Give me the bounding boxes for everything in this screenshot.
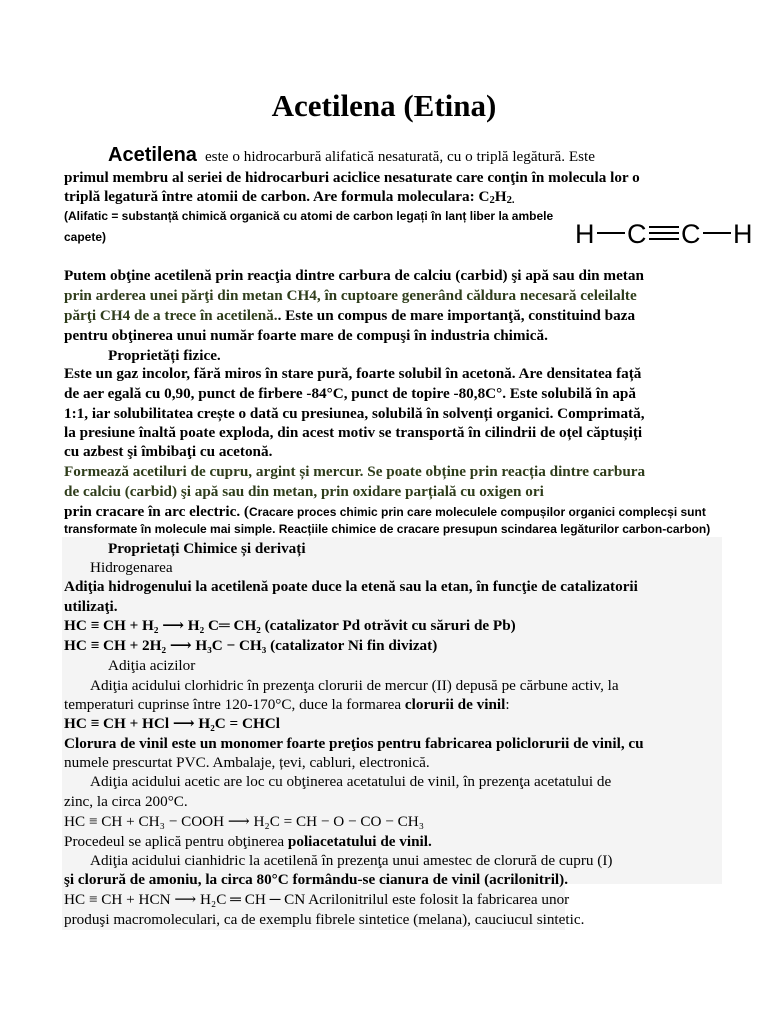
fizice-line-3: 1:1, iar solubilitatea crește o dată cu presiunea, solubilă în solvenți organici. Comprimată, bbox=[64, 405, 645, 422]
intro-line-3: triplă legatură între atomii de carbon. Are formula moleculara: $C_2H_{2.}$ bbox=[64, 188, 515, 206]
cianhidric-line-1: Adiţia acidului cianhidric la acetilenă în prezenţa unui amestec de clorură de cupru (I) bbox=[90, 852, 613, 869]
reaction-1: HC ≡ CH + H₂ ⟶ H₂ C═ CH₂ (catalizator Pd otrăvit cu săruri de Pb) bbox=[64, 617, 516, 634]
atom-c-2: C bbox=[681, 219, 701, 249]
reaction-3: HC ≡ CH + HCl ⟶ H₂C = CHCl bbox=[64, 715, 280, 732]
acizi-line-2: temperaturi cuprinse între 120-170°C, duce la formarea clorurii de vinil: bbox=[64, 696, 510, 713]
fizice-line-1: Este un gaz incolor, fără miros în stare pură, foarte solubil în acetonă. Are densitatea față bbox=[64, 365, 642, 382]
clorura-line-1: Clorura de vinil este un monomer foarte preţios pentru fabricarea policlorurii de vinil, cu bbox=[64, 735, 644, 752]
shade-gap bbox=[565, 884, 725, 934]
obtinere-line-4: pentru obţinerea unui număr foarte mare de compuşi în industria chimică. bbox=[64, 327, 548, 344]
section-heading-chimice: Proprietați Chimice și derivați bbox=[108, 540, 306, 557]
atom-h-left: H bbox=[575, 219, 595, 249]
acetic-line-1: Adiţia acidului acetic are loc cu obţinerea acetatului de vinil, în prezenţa acetatului de bbox=[90, 773, 612, 790]
section-heading-fizice: Proprietăți fizice. bbox=[108, 347, 221, 364]
fizice-line-9: transformate în molecule mai simple. Reacțiile chimice de cracare presupun scindarea legăturilor carbon-carbon) bbox=[64, 522, 711, 536]
intro-line-2: primul membru al seriei de hidrocarburi aciclice nesaturate care conţin în molecula lor o bbox=[64, 169, 640, 186]
reaction-5: HC ≡ CH + HCN ⟶ H₂C ═ CH ─ CN Acrilonitrilul este folosit la fabricarea unor bbox=[64, 891, 570, 908]
obtinere-line-3: părţi CH4 de a trece în acetilenă.. Este un compus de mare importanţă, constituind baza bbox=[64, 307, 636, 324]
intro-keyword: Acetilena bbox=[108, 144, 197, 166]
fizice-line-7: de calciu (carbid) şi apă sau din metan, prin oxidare parțială cu oxigen ori bbox=[64, 483, 544, 500]
reaction-2: HC ≡ CH + 2H₂ ⟶ H₃C − CH₃ (catalizator Ni fin divizat) bbox=[64, 637, 438, 654]
fizice-line-4: la presiune înaltă poate exploda, din acest motiv se transportă în cilindrii de oțel căptușiți bbox=[64, 424, 643, 441]
subheading-hidrogenarea: Hidrogenarea bbox=[90, 559, 173, 576]
acizi-line-1: Adiţia acidului clorhidric în prezenţa clorurii de mercur (II) depusă pe cărbune activ, la bbox=[90, 677, 619, 694]
hidrogenare-line-2: utilizaţi. bbox=[64, 598, 118, 615]
atom-h-right: H bbox=[733, 219, 753, 249]
page-title: Acetilena (Etina) bbox=[271, 88, 497, 123]
intro-line-1: Acetilena este o hidrocarbură alifatică nesaturată, cu o triplă legătură. Este bbox=[108, 144, 595, 166]
acetic-line-2: zinc, la circa 200°C. bbox=[64, 793, 188, 810]
procedeu-line: Procedeul se aplică pentru obţinerea poliacetatului de vinil. bbox=[64, 833, 432, 850]
clorura-line-2: numele prescurtat PVC. Ambalaje, țevi, cabluri, electronică. bbox=[64, 754, 430, 771]
acetylene-structure-diagram bbox=[575, 214, 755, 254]
obtinere-line-1: Putem obţine acetilenă prin reacţia dintre carbura de calciu (carbid) şi apă sau din metan bbox=[64, 267, 644, 284]
intro-note-line-1: (Alifatic = substanță chimică organică cu atomi de carbon legați în lanț liber la ambele bbox=[64, 209, 554, 223]
fizice-line-8: prin cracare în arc electric. (Cracare proces chimic prin care moleculele compușilor organici complecși sunt bbox=[64, 503, 706, 520]
fizice-line-2: de aer egală cu 0,90, punct de firbere -84°C, punct de topire -80,8C°. Este solubilă în apă bbox=[64, 385, 636, 402]
subheading-aditia-acizilor: Adiţia acizilor bbox=[108, 657, 196, 674]
fizice-line-5: cu azbest şi îmbibaţi cu acetonă. bbox=[64, 443, 273, 460]
cianhidric-line-2: şi clorură de amoniu, la circa 80°C formându-se cianura de vinil (acrilonitril). bbox=[64, 871, 568, 888]
fizice-line-6: Formează acetiluri de cupru, argint și mercur. Se poate obține prin reacția dintre carbura bbox=[64, 463, 646, 480]
hidrogenare-line-1: Adiţia hidrogenului la acetilenă poate duce la etenă sau la etan, în funcţie de catalizatorii bbox=[64, 578, 638, 595]
final-line: produşi macromoleculari, ca de exemplu fibrele sintetice (melana), cauciucul sintetic. bbox=[64, 911, 585, 928]
atom-c-1: C bbox=[627, 219, 647, 249]
obtinere-line-2: prin arderea unei părţi din metan CH4, în cuptoare generând căldura necesară celeilalte bbox=[64, 287, 637, 304]
intro-note-line-2: capete) bbox=[64, 230, 107, 244]
reaction-4: HC ≡ CH + CH₃ − COOH ⟶ H₂C = CH − O − CO − CH₃ bbox=[64, 813, 425, 830]
